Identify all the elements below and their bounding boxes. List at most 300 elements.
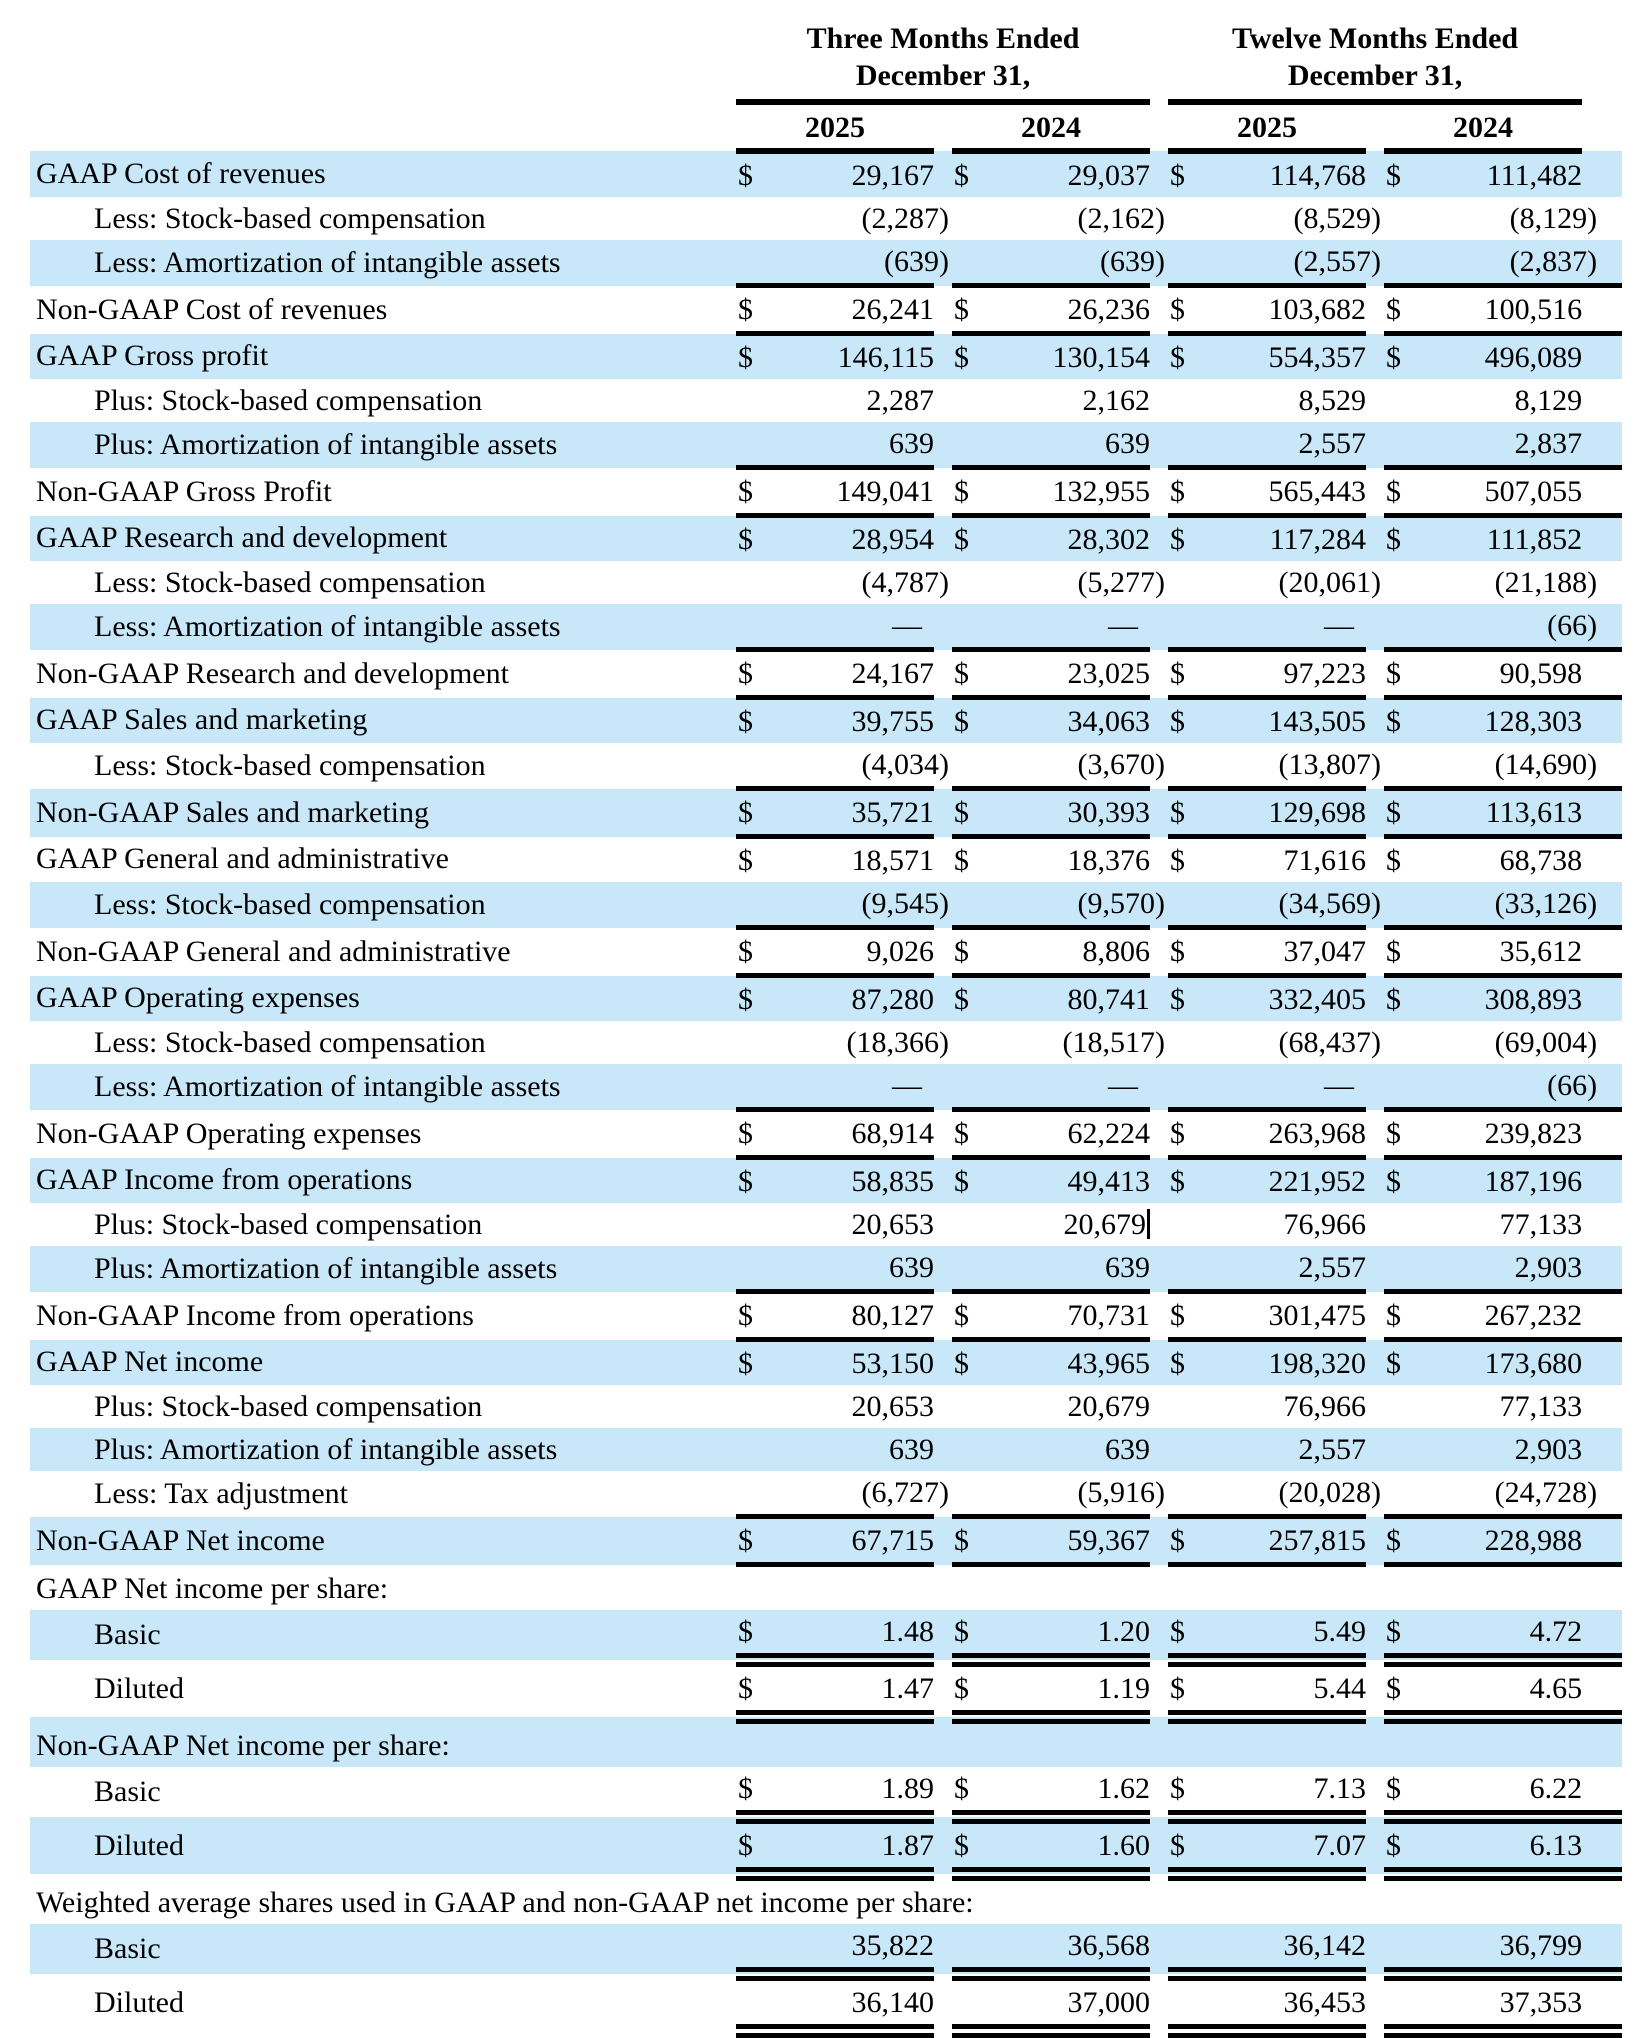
- spacer: [934, 422, 952, 468]
- value-text: —: [1108, 1068, 1139, 1102]
- currency-symbol: $: [1168, 789, 1204, 837]
- value-cell: [988, 286, 1150, 334]
- currency-symbol: $: [952, 1517, 988, 1565]
- value-text: 5.44: [1313, 1671, 1367, 1705]
- spacer: [1582, 698, 1622, 744]
- value-cell: [1420, 882, 1598, 928]
- table-row: [30, 1924, 1622, 1974]
- spacer: [934, 516, 952, 562]
- value-text: 26,236: [1067, 292, 1151, 326]
- spacer: [1582, 286, 1622, 334]
- spacer: [1150, 422, 1168, 468]
- currency-symbol: [952, 1203, 988, 1246]
- row-label: Less: Stock-based compensation: [94, 565, 486, 599]
- spacer: [934, 468, 952, 516]
- value-text: 639: [1105, 1432, 1151, 1466]
- value-text: 70,731: [1067, 1298, 1151, 1332]
- value-text: 62,224: [1067, 1116, 1151, 1150]
- row-label: Non-GAAP Operating expenses: [36, 1116, 422, 1150]
- spacer: [1366, 1974, 1384, 2031]
- spacer: [1582, 1385, 1622, 1428]
- value-cell: [988, 422, 1150, 468]
- currency-symbol: $: [952, 151, 988, 197]
- spacer: [1150, 1660, 1168, 1717]
- col-group-header-twelve-months: [1168, 6, 1582, 102]
- spacer: [934, 1817, 952, 1874]
- value-cell: [988, 928, 1150, 976]
- value-cell: [988, 1158, 1150, 1204]
- currency-symbol: [736, 1064, 772, 1110]
- spacer: [934, 976, 952, 1022]
- value-cell: [988, 1340, 1150, 1386]
- value-cell: [772, 604, 934, 650]
- value-text: (33,126): [1494, 886, 1598, 920]
- col-group-title-line2: December 31,: [1287, 59, 1463, 92]
- currency-symbol: $: [952, 698, 988, 744]
- value-cell: [1204, 1158, 1366, 1204]
- value-text: (2,287): [861, 201, 949, 235]
- value-cell: [1204, 1974, 1366, 2031]
- currency-symbol: $: [1384, 789, 1420, 837]
- value-text: 71,616: [1283, 843, 1367, 877]
- row-label: Basic: [30, 1924, 736, 1974]
- year-header-3mo-2024: 2024: [952, 102, 1150, 151]
- currency-symbol: $: [1384, 1517, 1420, 1565]
- spacer: [1150, 1428, 1168, 1471]
- table-row: [30, 1203, 1622, 1246]
- value-cell: [988, 1246, 1150, 1292]
- value-text: 132,955: [1052, 474, 1151, 508]
- value-cell: [772, 1110, 934, 1158]
- value-text: (13,807): [1278, 747, 1382, 781]
- currency-symbol: $: [1168, 650, 1204, 698]
- currency-symbol: $: [1384, 334, 1420, 380]
- value-cell: [988, 604, 1150, 650]
- value-text: (8,129): [1509, 201, 1598, 235]
- currency-symbol: [952, 1064, 988, 1110]
- currency-symbol: [1384, 240, 1420, 286]
- currency-symbol: [1168, 240, 1204, 286]
- currency-symbol: $: [952, 650, 988, 698]
- spacer: [1366, 286, 1384, 334]
- table-row: [30, 151, 1622, 197]
- currency-symbol: $: [952, 1292, 988, 1340]
- value-cell: [988, 240, 1166, 286]
- table-row: [30, 1767, 1622, 1817]
- currency-symbol: [1384, 743, 1420, 789]
- value-text: 97,223: [1283, 656, 1367, 690]
- currency-symbol: [1384, 1471, 1420, 1517]
- spacer: [1582, 1158, 1622, 1204]
- spacer: [1366, 1385, 1384, 1428]
- value-cell: [772, 1385, 934, 1428]
- currency-symbol: [1168, 1021, 1204, 1064]
- table-row: [30, 1565, 1622, 1611]
- value-text: (2,837): [1509, 244, 1598, 278]
- currency-symbol: [952, 561, 988, 604]
- value-cell: [1420, 379, 1582, 422]
- value-text: —: [1324, 608, 1355, 642]
- value-cell: [988, 468, 1150, 516]
- value-cell: [772, 1974, 934, 2031]
- value-text: 59,367: [1067, 1523, 1151, 1557]
- currency-symbol: $: [1384, 1660, 1420, 1717]
- value-cell: [1420, 1924, 1582, 1974]
- currency-symbol: [736, 743, 772, 789]
- currency-symbol: $: [952, 1110, 988, 1158]
- spacer: [1366, 1767, 1384, 1817]
- currency-symbol: [952, 1974, 988, 2031]
- spacer: [1582, 1246, 1622, 1292]
- table-row: [30, 1817, 1622, 1874]
- currency-symbol: $: [1168, 1660, 1204, 1717]
- value-cell: [988, 650, 1150, 698]
- value-cell: [1420, 1064, 1598, 1110]
- spacer: [934, 650, 952, 698]
- value-cell: [1204, 516, 1366, 562]
- value-text: (639): [884, 244, 949, 278]
- value-cell: [772, 1660, 934, 1717]
- currency-symbol: [952, 1385, 988, 1428]
- row-label: GAAP Gross profit: [30, 334, 736, 380]
- row-label: Diluted: [30, 1817, 736, 1874]
- value-cell: [1204, 650, 1366, 698]
- currency-symbol: [736, 379, 772, 422]
- spacer: [1150, 379, 1168, 422]
- currency-symbol: $: [1384, 151, 1420, 197]
- value-cell: [772, 1292, 934, 1340]
- currency-symbol: $: [1168, 1517, 1204, 1565]
- table-row: [30, 1292, 1622, 1340]
- currency-symbol: $: [1168, 1292, 1204, 1340]
- value-text: 20,679: [1067, 1389, 1151, 1423]
- spacer: [1366, 1064, 1384, 1110]
- value-text: (69,004): [1494, 1025, 1598, 1059]
- currency-symbol: [736, 197, 772, 240]
- value-cell: [772, 698, 934, 744]
- currency-symbol: $: [1168, 1767, 1204, 1817]
- spacer: [1366, 928, 1384, 976]
- spacer: [1582, 1292, 1622, 1340]
- currency-symbol: $: [1168, 468, 1204, 516]
- spacer: [934, 1340, 952, 1386]
- spacer: [1582, 1203, 1622, 1246]
- row-label: Non-GAAP Cost of revenues: [36, 292, 388, 326]
- value-text: 24,167: [851, 656, 934, 690]
- spacer: [1582, 102, 1622, 151]
- value-text: 257,815: [1268, 1523, 1367, 1557]
- value-cell: [772, 976, 934, 1022]
- value-cell: [772, 468, 934, 516]
- value-text: (6,727): [861, 1475, 949, 1509]
- currency-symbol: $: [738, 843, 753, 877]
- value-cell: [1420, 1817, 1582, 1874]
- value-text: 35,822: [851, 1928, 934, 1962]
- spacer: [934, 151, 952, 197]
- spacer: [1150, 789, 1168, 837]
- table-row: [30, 743, 1622, 789]
- value-cell: [772, 928, 934, 976]
- currency-symbol: [952, 882, 988, 928]
- value-text: 639: [1105, 1250, 1151, 1284]
- spacer: [1366, 151, 1384, 197]
- currency-symbol: $: [954, 843, 969, 877]
- spacer: [1582, 1610, 1622, 1660]
- value-text: 639: [889, 1432, 934, 1466]
- row-label: GAAP Net income: [30, 1340, 736, 1386]
- currency-symbol: $: [1384, 650, 1420, 698]
- spacer: [1582, 976, 1622, 1022]
- table-row: [30, 240, 1622, 286]
- currency-symbol: [736, 1021, 772, 1064]
- table-row: [30, 604, 1622, 650]
- value-text: (5,916): [1077, 1475, 1166, 1509]
- value-text: 53,150: [851, 1346, 934, 1380]
- currency-symbol: [1384, 1064, 1420, 1110]
- currency-symbol: $: [736, 698, 772, 744]
- value-text: 49,413: [1067, 1164, 1151, 1198]
- currency-symbol: $: [1384, 976, 1420, 1022]
- value-text: 1.62: [1097, 1771, 1151, 1805]
- currency-symbol: $: [1384, 1340, 1420, 1386]
- value-text: (4,034): [861, 747, 949, 781]
- value-text: 639: [1105, 426, 1151, 460]
- value-cell: [772, 650, 934, 698]
- currency-symbol: [736, 1974, 772, 2031]
- value-cell: [772, 422, 934, 468]
- spacer: [934, 1203, 952, 1246]
- value-text: 58,835: [851, 1164, 934, 1198]
- currency-symbol: [1168, 743, 1204, 789]
- currency-symbol: [736, 1246, 772, 1292]
- value-text: 90,598: [1499, 656, 1583, 690]
- value-text: 100,516: [1484, 292, 1583, 326]
- row-label: Less: Amortization of intangible assets: [30, 604, 736, 650]
- spacer: [1150, 837, 1168, 883]
- value-cell: [988, 1021, 1166, 1064]
- row-label: Less: Amortization of intangible assets: [30, 1064, 736, 1110]
- value-text: (66): [1547, 608, 1598, 642]
- value-text: 6.13: [1529, 1828, 1583, 1862]
- currency-symbol: $: [952, 1817, 988, 1874]
- value-text: 76,966: [1283, 1389, 1367, 1423]
- currency-symbol: [952, 1021, 988, 1064]
- currency-symbol: $: [736, 1817, 772, 1874]
- value-cell: [1204, 1517, 1366, 1565]
- value-cell: [1420, 1471, 1598, 1517]
- spacer: [1366, 516, 1384, 562]
- spacer: [934, 789, 952, 837]
- currency-symbol: $: [1384, 1292, 1420, 1340]
- spacer: [1582, 379, 1622, 422]
- table-row: [30, 334, 1622, 380]
- value-text: 117,284: [1269, 522, 1367, 556]
- value-cell: [772, 789, 934, 837]
- currency-symbol: [1168, 1428, 1204, 1471]
- value-cell: [1420, 561, 1598, 604]
- value-cell: [1420, 516, 1582, 562]
- row-label: Less: Tax adjustment: [94, 1476, 348, 1510]
- value-cell: [1204, 240, 1382, 286]
- currency-symbol: $: [1384, 286, 1420, 334]
- currency-symbol: $: [1170, 843, 1186, 877]
- currency-symbol: [1168, 197, 1204, 240]
- value-text: 1.60: [1097, 1828, 1151, 1862]
- currency-symbol: [1384, 1385, 1420, 1428]
- value-text: (18,366): [846, 1025, 949, 1059]
- value-cell: [1204, 1340, 1366, 1386]
- value-cell: [1204, 698, 1366, 744]
- currency-symbol: $: [1384, 1767, 1420, 1817]
- value-cell: [988, 197, 1166, 240]
- currency-symbol: [1168, 1385, 1204, 1428]
- value-text: 130,154: [1052, 340, 1151, 374]
- value-cell: [988, 789, 1150, 837]
- table-row: [30, 837, 1622, 883]
- value-text: 87,280: [851, 982, 934, 1016]
- value-text: 2,903: [1514, 1250, 1583, 1284]
- value-text: (14,690): [1494, 747, 1598, 781]
- value-cell: [1204, 1660, 1366, 1717]
- section-header: Non-GAAP Net income per share:: [30, 1717, 1622, 1767]
- value-cell: [772, 379, 934, 422]
- currency-symbol: $: [736, 1340, 772, 1386]
- value-text: 18,376: [1067, 843, 1151, 877]
- value-text: (5,277): [1077, 565, 1166, 599]
- value-cell: [1204, 197, 1382, 240]
- value-cell: [1420, 1517, 1582, 1565]
- currency-symbol: $: [1168, 1110, 1204, 1158]
- currency-symbol: [1168, 1471, 1204, 1517]
- value-cell: [772, 837, 934, 883]
- spacer: [1150, 1385, 1168, 1428]
- currency-symbol: $: [1168, 151, 1204, 197]
- value-cell: [772, 334, 934, 380]
- table-row: [30, 1517, 1622, 1565]
- currency-symbol: $: [1168, 286, 1204, 334]
- currency-symbol: $: [952, 516, 988, 562]
- spacer: [1150, 151, 1168, 197]
- value-cell: [988, 882, 1166, 928]
- currency-symbol: $: [736, 650, 772, 698]
- value-cell: [1204, 928, 1366, 976]
- currency-symbol: [1384, 1974, 1420, 2031]
- value-cell: [1420, 698, 1582, 744]
- value-text: 76,966: [1283, 1207, 1367, 1241]
- spacer: [1582, 1974, 1622, 2031]
- value-cell: [1420, 1246, 1582, 1292]
- value-cell: [1204, 1203, 1366, 1246]
- currency-symbol: [1168, 1974, 1204, 2031]
- value-cell: [1420, 1110, 1582, 1158]
- currency-symbol: $: [1384, 1610, 1420, 1660]
- value-text: 1.19: [1097, 1671, 1151, 1705]
- spacer: [1582, 516, 1622, 562]
- spacer: [934, 1292, 952, 1340]
- currency-symbol: $: [952, 1158, 988, 1204]
- table-row: [30, 1974, 1622, 2031]
- value-cell: [1204, 1767, 1366, 1817]
- spacer: [934, 1974, 952, 2031]
- value-cell: [772, 882, 949, 928]
- value-text: 6.22: [1529, 1771, 1583, 1805]
- currency-symbol: $: [952, 789, 988, 837]
- table-row: [30, 1874, 1622, 1924]
- value-text: (20,028): [1278, 1475, 1382, 1509]
- currency-symbol: [736, 1428, 772, 1471]
- value-text: 301,475: [1268, 1298, 1367, 1332]
- currency-symbol: [1384, 1924, 1420, 1974]
- value-text: 4.65: [1529, 1671, 1583, 1705]
- currency-symbol: $: [1384, 516, 1420, 562]
- value-text: 111,852: [1486, 522, 1583, 556]
- currency-symbol: $: [736, 1767, 772, 1817]
- table-row: [30, 1021, 1622, 1064]
- spacer: [1366, 379, 1384, 422]
- row-label: Less: Amortization of intangible assets: [30, 240, 736, 286]
- value-cell: [988, 1385, 1150, 1428]
- value-text: 80,127: [851, 1298, 934, 1332]
- spacer: [1150, 1292, 1168, 1340]
- spacer: [1366, 1110, 1384, 1158]
- spacer: [1582, 1517, 1622, 1565]
- spacer: [1582, 650, 1622, 698]
- spacer: [934, 928, 952, 976]
- value-text: 4.72: [1529, 1614, 1583, 1648]
- currency-symbol: $: [1384, 928, 1420, 976]
- currency-symbol: $: [736, 468, 772, 516]
- value-text: 35,721: [851, 795, 934, 829]
- table-row: [30, 1246, 1622, 1292]
- table-row: [30, 1717, 1622, 1767]
- currency-symbol: [1168, 561, 1204, 604]
- row-label: GAAP Research and development: [30, 516, 736, 562]
- spacer: [934, 1158, 952, 1204]
- value-cell: [988, 151, 1150, 197]
- value-text: 28,954: [851, 522, 934, 556]
- currency-symbol: [736, 604, 772, 650]
- row-label: Basic: [30, 1610, 736, 1660]
- value-text: 8,129: [1514, 383, 1583, 417]
- value-text: 2,162: [1082, 383, 1151, 417]
- currency-symbol: [1384, 1246, 1420, 1292]
- currency-symbol: $: [952, 286, 988, 334]
- spacer: [1366, 1517, 1384, 1565]
- value-text: 37,000: [1067, 1985, 1151, 2019]
- value-cell: [1420, 1203, 1582, 1246]
- currency-symbol: [952, 240, 988, 286]
- value-text: (4,787): [861, 565, 949, 599]
- value-text: 23,025: [1067, 656, 1151, 690]
- spacer: [934, 379, 952, 422]
- spacer: [1150, 650, 1168, 698]
- value-cell: [988, 1064, 1150, 1110]
- row-label: Basic: [94, 1775, 161, 1808]
- value-text: —: [892, 608, 922, 642]
- value-text: 29,037: [1067, 158, 1151, 192]
- row-label: Less: Stock-based compensation: [94, 748, 486, 782]
- value-text: 36,453: [1283, 1985, 1367, 2019]
- value-cell: [1204, 976, 1366, 1022]
- value-cell: [1420, 151, 1582, 197]
- year-header-3mo-2025: 2025: [736, 102, 934, 151]
- value-cell: [772, 1428, 934, 1471]
- row-label: Less: Stock-based compensation: [30, 882, 736, 928]
- currency-symbol: [1384, 197, 1420, 240]
- value-cell: [772, 286, 934, 334]
- table-row: [30, 1158, 1622, 1204]
- currency-symbol: [736, 882, 772, 928]
